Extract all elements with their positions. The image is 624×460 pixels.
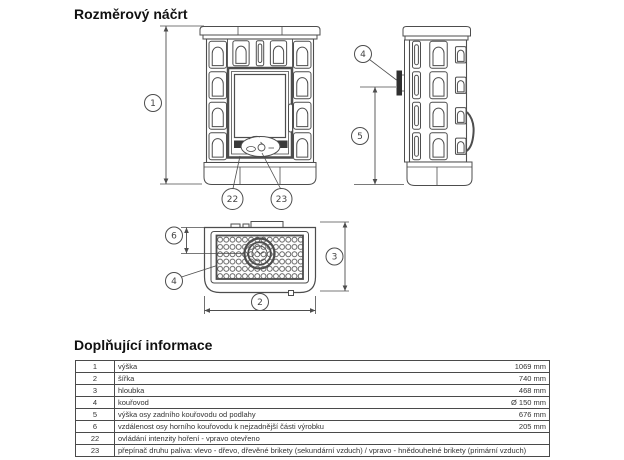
- table-row: [76, 385, 550, 397]
- svg-text:5: 5: [357, 132, 363, 143]
- top-view: [166, 222, 350, 315]
- latch-detail: [289, 291, 294, 296]
- table-row: [76, 409, 550, 421]
- row-description-text: hloubka: [118, 386, 145, 395]
- table-row: [76, 397, 550, 409]
- row-number: 6: [76, 421, 115, 433]
- row-value: 205 mm: [518, 422, 546, 431]
- row-description: [115, 361, 550, 373]
- row-description-text: šířka: [118, 374, 135, 383]
- svg-text:6: 6: [171, 231, 177, 242]
- row-number: 5: [76, 409, 115, 421]
- info-table: [75, 360, 550, 457]
- side-back-panel: [405, 40, 410, 162]
- table-row: [76, 373, 550, 385]
- row-value: Ø 150 mm: [510, 398, 546, 407]
- drawing-section-title: Rozměrový náčrt: [74, 6, 188, 22]
- row-description: [115, 385, 550, 397]
- table-row: [76, 433, 550, 445]
- row-description: [115, 421, 550, 433]
- row-description-text: výška: [118, 362, 138, 371]
- svg-text:4: 4: [360, 50, 366, 61]
- svg-text:2: 2: [257, 298, 263, 309]
- row-number: 23: [76, 445, 115, 457]
- info-section-title: Doplňující informace: [74, 337, 213, 353]
- table-row: [76, 421, 550, 433]
- door-handle: [289, 104, 293, 132]
- svg-text:22: 22: [226, 195, 239, 206]
- row-description: [115, 433, 550, 445]
- control-panel: [241, 137, 280, 157]
- row-description-text: kouřovod: [118, 398, 149, 407]
- row-value: 1069 mm: [514, 362, 546, 371]
- front-view: [145, 26, 321, 210]
- row-description: [115, 397, 550, 409]
- svg-text:1: 1: [150, 99, 156, 110]
- side-cornice: [403, 27, 471, 37]
- row-description: [115, 409, 550, 421]
- svg-text:4: 4: [171, 277, 177, 288]
- svg-text:23: 23: [275, 195, 288, 206]
- side-base: [407, 162, 472, 186]
- table-row: [76, 361, 550, 373]
- row-description: [115, 373, 550, 385]
- row-description-text: vzdálenost osy horního kouřovodu k nejzadnější části výrobku: [118, 422, 324, 431]
- row-description-text: přepínač druhu paliva: vlevo - dřevo, dřevěné brikety (sekundární vzduch) / vpravo - hnědouhelné brikety (primární vzduch): [118, 446, 527, 455]
- row-value: 468 mm: [518, 386, 546, 395]
- row-description-text: ovládání intenzity hoření - vpravo otevřeno: [118, 434, 260, 443]
- rear-cornice-tab: [251, 222, 283, 228]
- row-description-text: výška osy zadního kouřovodu od podlahy: [118, 410, 256, 419]
- side-view: [352, 27, 474, 186]
- row-number: 4: [76, 397, 115, 409]
- row-value: 676 mm: [518, 410, 546, 419]
- front-cornice: [200, 27, 320, 36]
- rear-flue-outlet: [397, 71, 403, 96]
- side-door-handle: [467, 112, 474, 151]
- row-number: 2: [76, 373, 115, 385]
- svg-text:3: 3: [331, 252, 338, 263]
- row-number: 3: [76, 385, 115, 397]
- row-number: 1: [76, 361, 115, 373]
- door-glass: [235, 75, 286, 138]
- table-row: [76, 445, 550, 457]
- row-number: 22: [76, 433, 115, 445]
- front-base: [204, 163, 316, 185]
- row-description: [115, 445, 550, 457]
- row-value: 740 mm: [518, 374, 546, 383]
